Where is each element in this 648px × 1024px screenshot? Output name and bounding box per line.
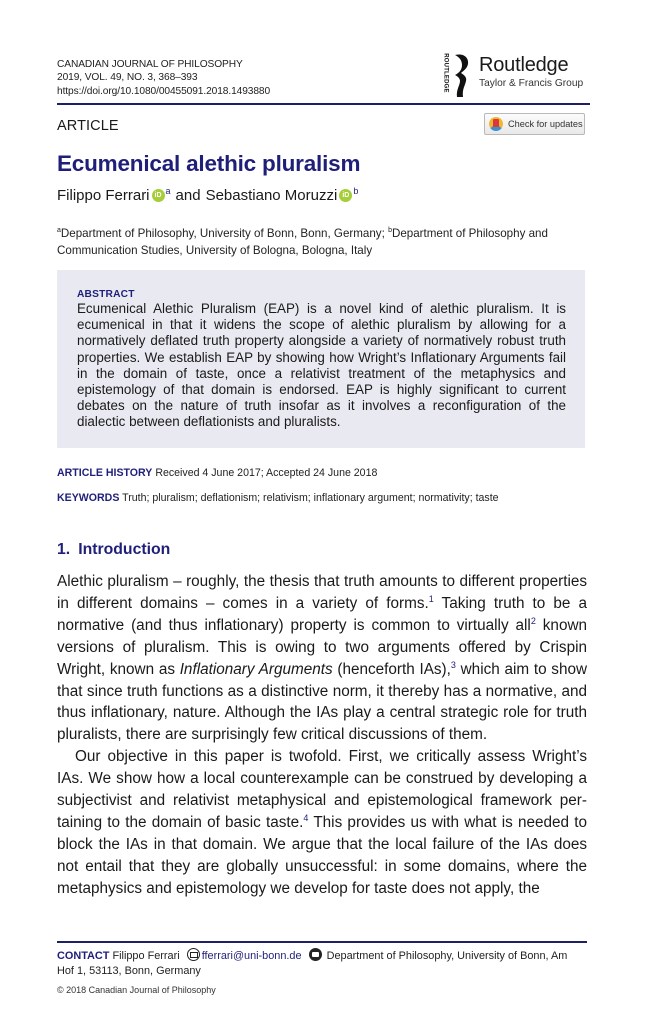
paragraph	[57, 571, 587, 746]
journal-name: CANADIAN JOURNAL OF PHILOSOPHY	[57, 59, 243, 70]
text-run: known versions of pluralism. This is owing to two arguments offered by Crispin Wright, known as	[57, 616, 588, 678]
affiliation-mark: b	[353, 185, 359, 196]
footnote-link[interactable]: 2	[530, 615, 536, 626]
keywords-text: Truth; pluralism; deflationism; relativism; inflationary argument; normativity; taste	[122, 492, 499, 504]
check-for-updates-label: Check for updates	[508, 119, 583, 129]
section-number: 1.	[57, 541, 71, 558]
publisher-vertical-mark	[441, 55, 451, 97]
article-history-text: Received 4 June 2017; Accepted 24 June 2018	[155, 467, 378, 479]
publisher-logo	[441, 53, 591, 101]
italic-term: Inflationary Arguments	[179, 660, 333, 678]
publisher-name: Routledge	[479, 54, 569, 76]
footnote-link[interactable]: 1	[428, 593, 434, 604]
keywords	[57, 492, 499, 504]
crossmark-icon	[489, 117, 503, 131]
doi-link[interactable]: https://doi.org/10.1080/00455091.2018.1493880	[57, 85, 271, 97]
text-run: Taking truth to be a normative (and thus inflationary) property is common to virtually all	[57, 594, 587, 634]
email-icon	[187, 948, 200, 961]
contact-name: Filippo Ferrari	[112, 950, 180, 962]
vertical-mark-text: ROUTLEDGE	[442, 53, 449, 93]
header-divider	[57, 103, 590, 105]
abstract-heading: ABSTRACT	[77, 289, 135, 300]
copyright-notice: © 2018 Canadian Journal of Philosophy	[57, 985, 216, 995]
text-run: This provides us with what is needed to block the IAs in that domain. We argue that the local failure of the IAs does not entail that they are globally unsuccessful: in some domains, where the metaphysics and epistemology we develop for taste does not apply, the	[57, 813, 587, 897]
author-list	[57, 187, 363, 204]
footnote-link[interactable]: 3	[450, 659, 456, 670]
author-name[interactable]: Sebastiano Moruzzi	[205, 187, 338, 204]
abstract-text: Ecumenical Alethic Pluralism (EAP) is a novel kind of alethic pluralism. It is ecumenical in that it widens the scope of alethic pluralism by allowing for a normatively deflated truth property alongside a variety of normatively robust truth properties. We establish EAP by showing how Wright’s Inflationary Arguments fail in the domain of taste, once a relativist treatment of the metaphysics and epistemology of that domain is endorsed. EAP is highly significant to current debates on the nature of truth insofar as it involves a reconfiguration of the dialectic between deflationists and pluralists.	[77, 301, 566, 430]
author-joiner: and	[175, 187, 201, 204]
affiliation-mark: a	[57, 227, 61, 234]
author-name[interactable]: Filippo Ferrari	[57, 187, 150, 204]
contact-address: Department of Philosophy, University of Bonn, Am Hof 1, 53113, Bonn, Germany	[57, 950, 568, 977]
affiliations	[57, 222, 587, 259]
footer-divider	[57, 941, 587, 943]
affiliation-text: Department of Philosophy and Communication Studies, University of Bologna, Bologna, Italy	[57, 226, 548, 257]
affiliation-text: Department of Philosophy, University of Bonn, Bonn, Germany;	[60, 226, 389, 240]
routledge-profile-icon	[451, 53, 471, 99]
article-type-label: ARTICLE	[57, 118, 119, 134]
keywords-label: KEYWORDS	[57, 492, 120, 504]
body-text	[57, 571, 587, 900]
volume-line: 2019, VOL. 49, NO. 3, 368–393	[57, 72, 198, 84]
email-link[interactable]: fferrari@uni-bonn.de	[201, 950, 302, 962]
section-title: Introduction	[78, 541, 171, 558]
section-heading	[57, 541, 170, 559]
text-run: Alethic pluralism – roughly, the thesis that truth amounts to different properties in different domains – comes in a variety of forms.	[57, 573, 587, 612]
check-for-updates-button[interactable]	[484, 113, 585, 135]
article-title: Ecumenical alethic pluralism	[57, 151, 361, 176]
text-run: which aim to show that since truth functions as a distinctive norm, it thereby has a normative, and thus inflationary, nature. Although the IAs play a central strategic role for truth pluralists, there are surprisingly few critical discussions of them.	[57, 660, 588, 744]
text-run: Our objective in this paper is twofold. First, we critically assess Wright’s IAs. We show how a local counterexample can be construed by developing a subjectivist and relativist metaphysical and epistemological framework pertaining to the domain of basic taste.	[57, 748, 587, 831]
publisher-group: Taylor & Francis Group	[479, 78, 584, 89]
affiliation-mark: b	[388, 227, 392, 234]
text-run: (henceforth IAs),	[332, 660, 451, 678]
article-history	[57, 467, 377, 479]
address-icon	[309, 948, 322, 961]
journal-meta	[57, 58, 270, 98]
contact-info	[57, 948, 587, 979]
affiliation-mark: a	[165, 185, 171, 196]
article-history-label: ARTICLE HISTORY	[57, 467, 153, 479]
paragraph	[57, 746, 587, 899]
orcid-icon[interactable]: iD	[152, 189, 165, 202]
contact-label: CONTACT	[57, 950, 110, 962]
orcid-icon[interactable]: iD	[339, 189, 352, 202]
footnote-link[interactable]: 4	[303, 812, 309, 823]
